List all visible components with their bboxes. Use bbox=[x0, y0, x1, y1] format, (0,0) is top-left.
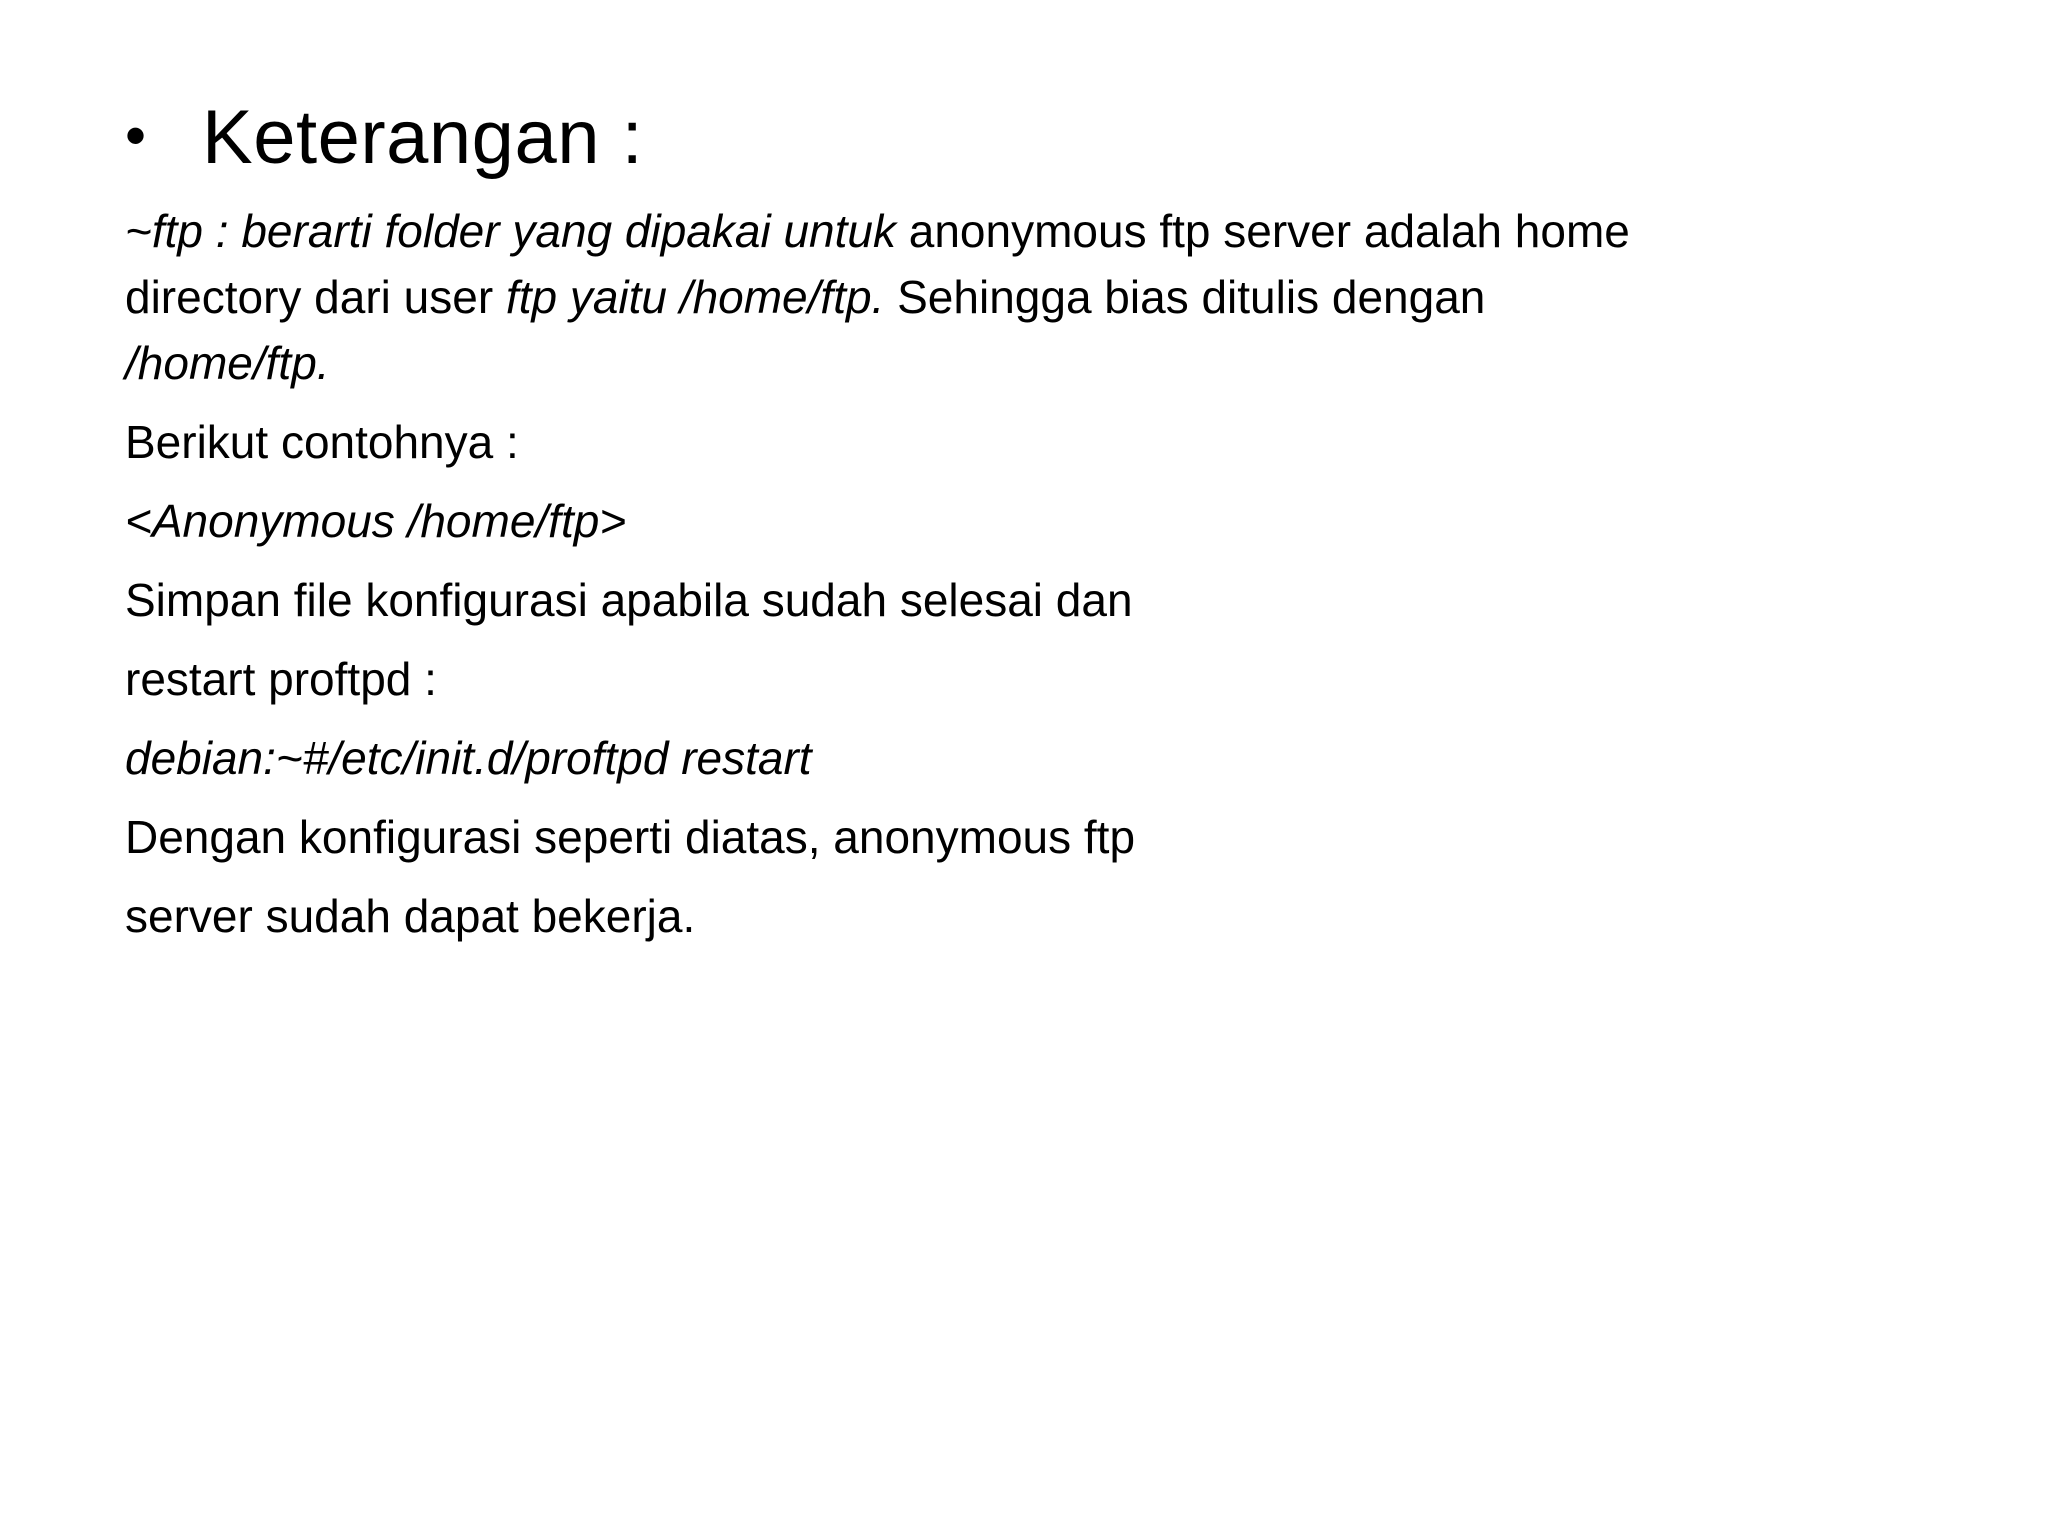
ftp-description-line-1 bbox=[125, 198, 1965, 264]
title-row bbox=[125, 88, 643, 188]
slide-title: Keterangan : bbox=[202, 95, 644, 180]
ftp-description-text-2b: Sehingga bias ditulis dengan bbox=[884, 271, 1486, 323]
anonymous-tag-example: <Anonymous /home/ftp> bbox=[125, 495, 627, 547]
ftp-description-line-2 bbox=[125, 264, 1965, 330]
ftp-description-text-1: anonymous ftp server adalah home bbox=[895, 205, 1630, 257]
save-instruction: Simpan file konfigurasi apabila sudah selesai dan bbox=[125, 574, 1133, 626]
restart-instruction: restart proftpd : bbox=[125, 653, 437, 705]
slide-body bbox=[125, 198, 1965, 962]
ftp-description bbox=[125, 198, 1965, 396]
example-intro: Berikut contohnya : bbox=[125, 416, 519, 468]
conclusion-line-1: Dengan konfigurasi seperti diatas, anonymous ftp bbox=[125, 811, 1136, 863]
ftp-description-italic-2: ftp yaitu /home/ftp. bbox=[505, 271, 885, 323]
restart-command: debian:~#/etc/init.d/proftpd restart bbox=[125, 732, 812, 784]
ftp-description-italic-1: ~ftp : berarti folder yang dipakai untuk bbox=[125, 205, 896, 257]
bullet-icon: • bbox=[125, 102, 147, 169]
ftp-description-text-2a: directory dari user bbox=[125, 271, 506, 323]
conclusion-line-2: server sudah dapat bekerja. bbox=[125, 890, 696, 942]
ftp-description-line-3: /home/ftp. bbox=[125, 337, 330, 389]
